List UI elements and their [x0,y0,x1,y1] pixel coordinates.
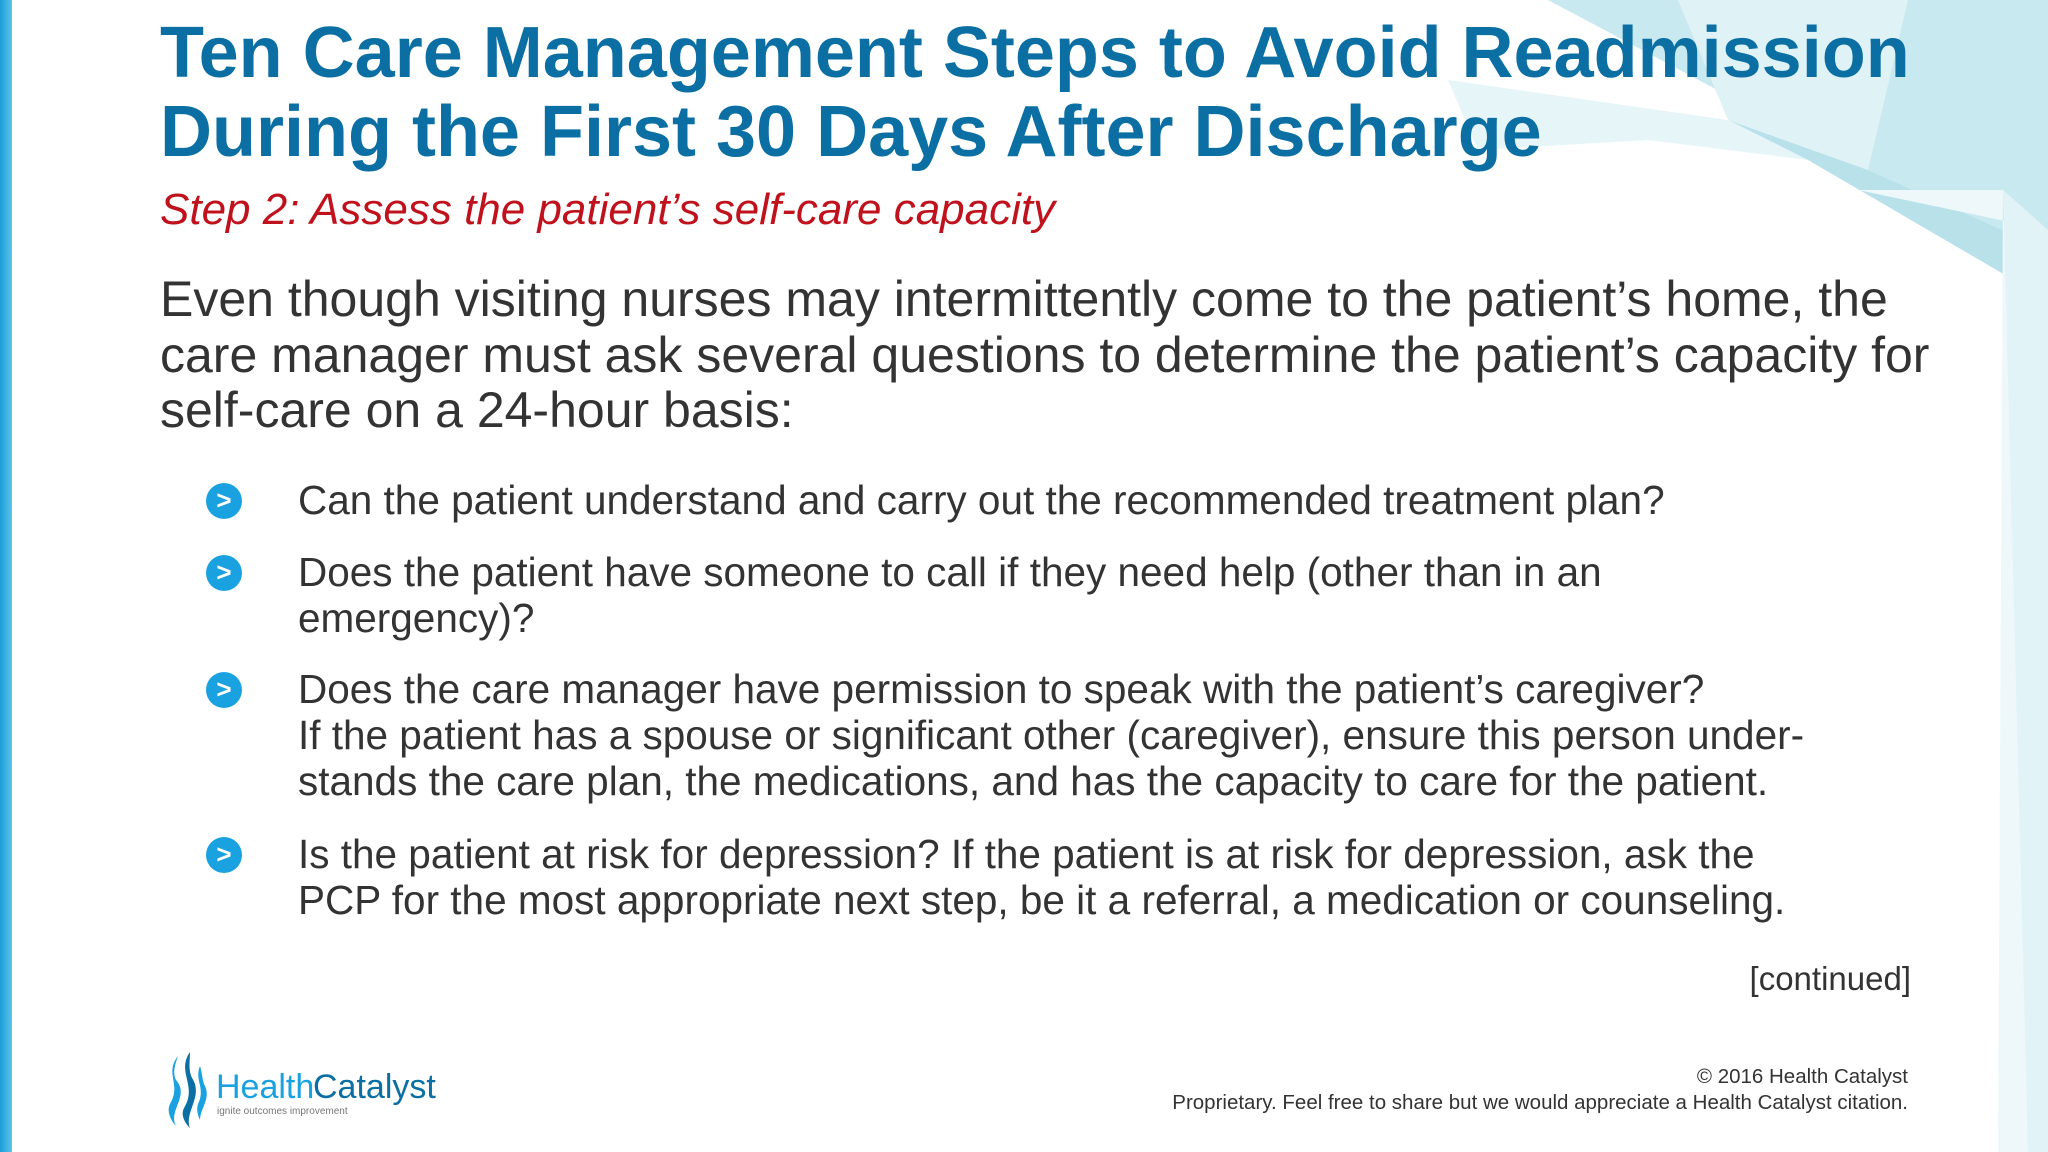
title-line-1: Ten Care Management Steps to Avoid Readmission [160,13,1910,93]
bullet-line: Can the patient understand and carry out the recommended treatment plan? [298,477,1665,523]
bullet-item [298,831,1918,923]
bullet-line: If the patient has a spouse or significant other (caregiver), ensure this person under- [298,712,1805,758]
bullet-line: stands the care plan, the medications, and has the capacity to care for the patient. [298,758,1769,804]
slide-title [160,14,2010,172]
left-accent-bar [0,0,12,1152]
chevron-right-circle-icon: > [206,483,242,519]
continued-label: [continued] [1749,960,1911,997]
bullet-line: Does the care manager have permission to speak with the patient’s caregiver? [298,666,1705,712]
bullet-line: Does the patient have someone to call if they need help (other than in an [298,549,1602,595]
proprietary-notice: Proprietary. Feel free to share but we would appreciate a Health Catalyst citation. [1172,1091,1908,1114]
slide-subtitle: Step 2: Assess the patient’s self-care capacity [160,185,1056,234]
copyright-text: © 2016 Health Catalyst [1696,1065,1908,1088]
bullet-line: PCP for the most appropriate next step, be it a referral, a medication or counseling. [298,877,1786,923]
title-line-2: During the First 30 Days After Discharge [160,92,1542,172]
logo-text-health: Health [216,1068,315,1106]
bullet-line: Is the patient at risk for depression? If the patient is at risk for depression, ask the [298,831,1755,877]
logo-text-catalyst: Catalyst [313,1068,436,1106]
health-catalyst-logo [160,1050,460,1130]
intro-paragraph: Even though visiting nurses may intermittently come to the patient’s home, the care manager must ask several questions to determine the patient’s capacity for self-care on a 24-hour basis: [160,271,1930,438]
bullet-item [298,477,1918,523]
chevron-right-circle-icon: > [206,837,242,873]
bullet-item [298,666,1918,804]
footer-copyright [1172,1064,1908,1116]
chevron-right-circle-icon: > [206,672,242,708]
bullet-item [298,549,1918,641]
logo-tagline: ignite outcomes improvement [217,1106,348,1117]
chevron-right-circle-icon: > [206,555,242,591]
bullet-line: emergency)? [298,595,535,641]
